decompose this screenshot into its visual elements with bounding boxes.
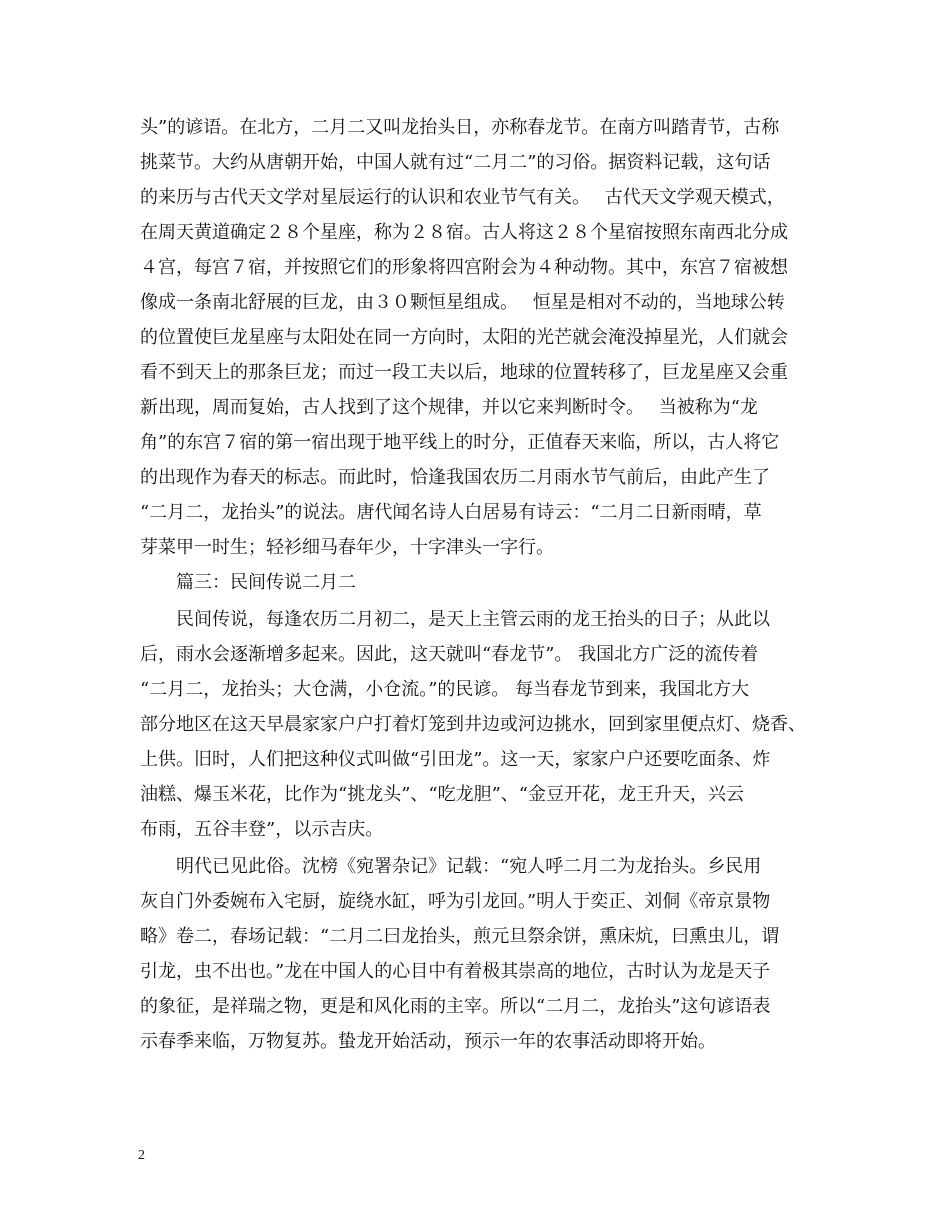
text-line: 略》卷二，春场记载：“二月二曰龙抬头，煎元旦祭余饼，熏床炕，曰熏虫儿，谓 (140, 926, 780, 947)
text-line: 的象征，是祥瑞之物，更是和风化雨的主宰。所以“二月二，龙抬头”这句谚语表 (140, 996, 771, 1017)
text-line: “二月二，龙抬头；大仓满，小仓流。”的民谚。 每当春龙节到来，我国北方大 (140, 679, 750, 700)
text-line: 新出现，周而复始，古人找到了这个规律，并以它来判断时令。 当被称为“龙 (140, 397, 758, 418)
page-number: 2 (138, 1148, 145, 1163)
text-line: 部分地区在这天早晨家家户户打着灯笼到井边或河边挑水，回到家里便点灯、烧香、 (140, 714, 806, 735)
text-line: 芽菜甲一时生；轻衫细马春年少，十字津头一字行。 (140, 537, 554, 558)
text-line: 明代已见此俗。沈榜《宛署杂记》记载：“宛人呼二月二为龙抬头。乡民用 (140, 856, 762, 877)
text-line: 的出现作为春天的标志。而此时，恰逢我国农历二月雨水节气前后，由此产生了 (140, 467, 770, 488)
text-line: 角”的东宫７宿的第一宿出现于地平线上的时分，正值春天来临，所以，古人将它 (140, 432, 780, 453)
text-line: 的位置使巨龙星座与太阳处在同一方向时，太阳的光芒就会淹没掉星光，人们就会 (140, 327, 788, 348)
text-line: 引龙，虫不出也。”龙在中国人的心目中有着极其崇高的地位，古时认为龙是天子 (140, 961, 771, 982)
text-line: 示春季来临，万物复苏。蛰龙开始活动，预示一年的农事活动即将开始。 (140, 1031, 716, 1052)
text-line: “二月二，龙抬头”的说法。唐代闻名诗人白居易有诗云：“二月二日新雨晴，草 (140, 502, 762, 523)
text-line: 看不到天上的那条巨龙；而过一段工夫以后，地球的位置转移了，巨龙星座又会重 (140, 362, 788, 383)
text-line: 上供。旧时，人们把这种仪式叫做“引田龙”。这一天，家家户户还要吃面条、炸 (140, 749, 771, 770)
text-line: 后，雨水会逐渐增多起来。因此，这天就叫“春龙节”。 我国北方广泛的流传着 (140, 644, 759, 665)
text-line: 的来历与古代天文学对星辰运行的认识和农业节气有关。 古代天文学观天模式， (140, 187, 785, 208)
text-line: 在周天黄道确定２８个星座，称为２８宿。古人将这２８个星宿按照东南西北分成 (140, 222, 788, 243)
text-line: 头”的谚语。在北方，二月二又叫龙抬头日，亦称春龙节。在南方叫踏青节，古称 (140, 117, 780, 138)
text-line: ４宫，每宫７宿，并按照它们的形象将四宫附会为４种动物。其中，东宫７宿被想 (140, 257, 788, 278)
text-line: 布雨，五谷丰登”，以示吉庆。 (140, 819, 384, 840)
text-line: 油糕、爆玉米花，比作为“挑龙头”、“吃龙胆”、“金豆开花，龙王升天，兴云 (140, 784, 745, 805)
text-line: 挑菜节。大约从唐朝开始，中国人就有过“二月二”的习俗。据资料记载，这句话 (140, 152, 771, 173)
section-heading: 篇三：民间传说二月二 (140, 572, 356, 593)
text-line: 民间传说，每逢农历二月初二，是天上主管云雨的龙王抬头的日子；从此以 (140, 609, 770, 630)
text-line: 灰自门外委婉布入宅厨，旋绕水缸，呼为引龙回。”明人于奕正、刘侗《帝京景物 (140, 891, 771, 912)
text-line: 像成一条南北舒展的巨龙，由３０颗恒星组成。 恒星是相对不动的，当地球公转 (140, 292, 785, 313)
